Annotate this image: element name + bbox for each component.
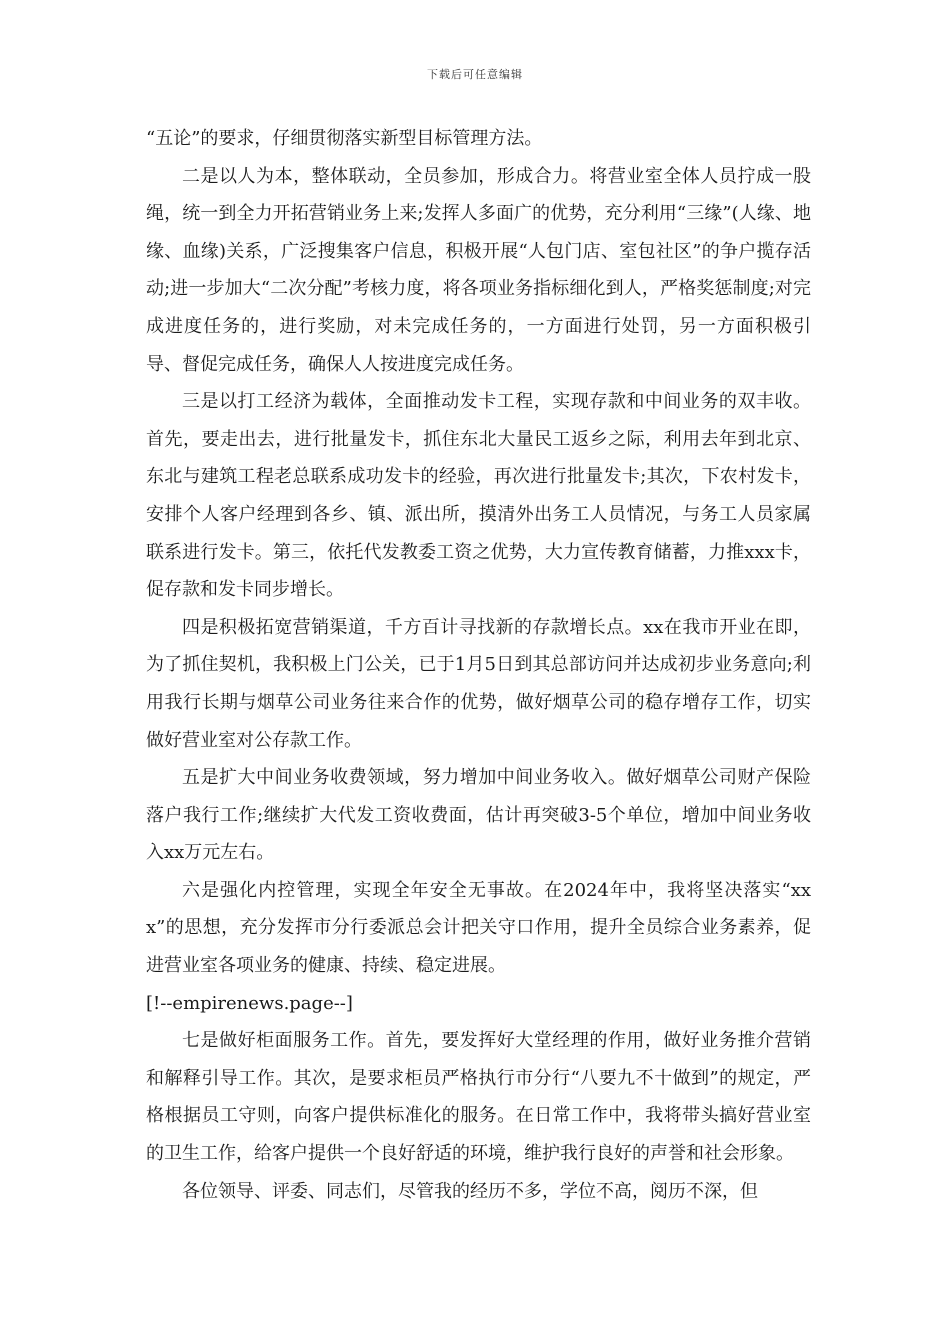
paragraph-point-seven: 七是做好柜面服务工作。首先，要发挥好大堂经理的作用，做好业务推介营销和解释引导工作。其次，是要求柜员严格执行市分行“八要九不十做到”的规定，严格根据员工守则，向客户提供标准化的服务。在日常工作中，我将带头搞好营业室的卫生工作，给客户提供一个良好舒适的环境，维护我行良好的声誉和社会形象。 xyxy=(146,1030,811,1165)
page-break-marker: [!--empirenews.page--] xyxy=(146,992,353,1014)
paragraph-point-two: 二是以人为本，整体联动，全员参加，形成合力。将营业室全体人员拧成一股绳，统一到全力开拓营销业务上来;发挥人多面广的优势，充分利用“三缘”(人缘、地缘、血缘)关系，广泛搜集客户信息，积极开展“人包门店、室包社区”的争户揽存活动;进一步加大“二次分配”考核力度，将各项业务指标细化到人，严格奖惩制度;对完成进度任务的，进行奖励，对未完成任务的，一方面进行处罚，另一方面积极引导、督促完成任务，确保人人按进度完成任务。 xyxy=(146,165,811,375)
page-header: 下载后可任意编辑 xyxy=(427,68,523,81)
paragraph-point-six: 六是强化内控管理，实现全年安全无事故。在2024年中，我将坚决落实“xxx”的思想，充分发挥市分行委派总会计把关守口作用，提升全员综合业务素养，促进营业室各项业务的健康、持续、稳定进展。 xyxy=(146,879,811,977)
document-body xyxy=(146,120,811,1210)
paragraph-closing: 各位领导、评委、同志们，尽管我的经历不多，学位不高，阅历不深，但 xyxy=(182,1180,758,1202)
paragraph-point-five: 五是扩大中间业务收费领域，努力增加中间业务收入。做好烟草公司财产保险落户我行工作;继续扩大代发工资收费面，估计再突破3-5个单位，增加中间业务收入xx万元左右。 xyxy=(146,767,811,864)
paragraph-point-four: 四是积极拓宽营销渠道，千方百计寻找新的存款增长点。xx在我市开业在即，为了抓住契机，我积极上门公关，已于1月5日到其总部访问并达成初步业务意向;利用我行长期与烟草公司业务往来合作的优势，做好烟草公司的稳存增存工作，切实做好营业室对公存款工作。 xyxy=(146,616,811,751)
paragraph-point-three: 三是以打工经济为载体，全面推动发卡工程，实现存款和中间业务的双丰收。首先，要走出去，进行批量发卡，抓住东北大量民工返乡之际，利用去年到北京、东北与建筑工程老总联系成功发卡的经验，再次进行批量发卡;其次，下农村发卡，安排个人客户经理到各乡、镇、派出所，摸清外出务工人员情况，与务工人员家属联系进行发卡。第三，依托代发教委工资之优势，大力宣传教育储蓄，力推xxx卡，促存款和发卡同步增长。 xyxy=(146,391,811,601)
paragraph-continuation: “五论”的要求，仔细贯彻落实新型目标管理方法。 xyxy=(146,128,543,149)
